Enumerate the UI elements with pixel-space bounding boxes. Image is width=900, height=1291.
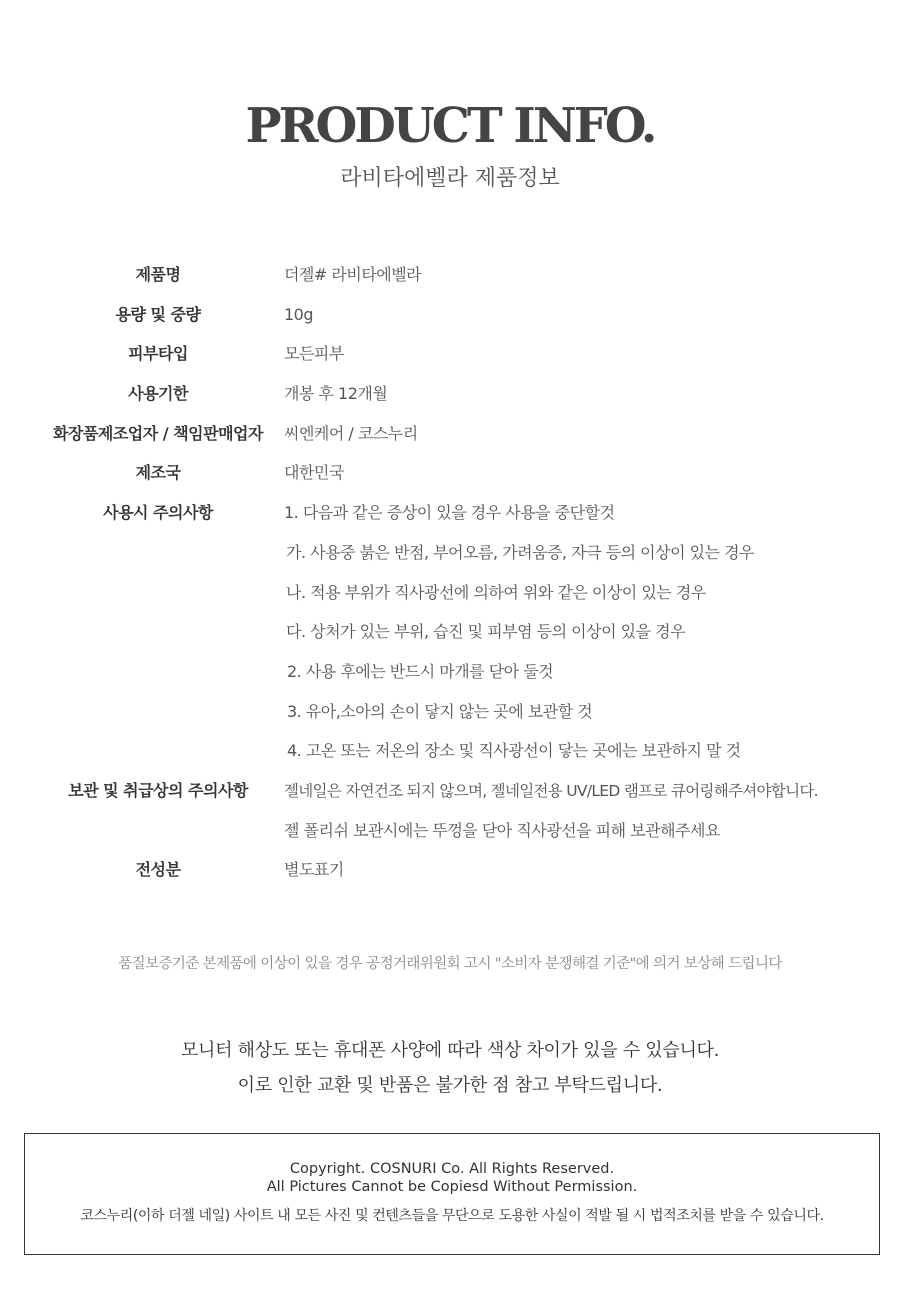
info-label: 사용시 주의사항 [103, 503, 213, 523]
info-row-storage [0, 771, 900, 811]
page-title: PRODUCT INFO. [245, 98, 655, 154]
info-value: 1. 다음과 같은 증상이 있을 경우 사용을 중단할것 [284, 503, 615, 523]
info-row-precaution-b [0, 573, 900, 613]
info-label: 제품명 [135, 265, 181, 284]
info-value: 4. 고온 또는 저온의 장소 및 직사광선이 닿는 곳에는 보관하지 말 것 [287, 741, 741, 761]
info-value: 3. 유아,소아의 손이 닿지 않는 곳에 보관할 것 [287, 701, 593, 721]
info-row-storage-2 [0, 811, 900, 851]
info-value: 개봉 후 12개월 [284, 384, 388, 404]
info-row-manufacturer [0, 414, 900, 454]
info-value: 다. 상처가 있는 부위, 습진 및 피부염 등의 이상이 있을 경우 [286, 622, 686, 642]
info-label: 화장품제조업자 / 책임판매업자 [53, 423, 263, 443]
product-info-table [0, 255, 900, 890]
info-label: 전성분 [135, 860, 181, 880]
info-label: 사용기한 [128, 384, 188, 404]
quality-notice: 품질보증기준 본제품에 이상이 있을 경우 공정거래위원회 고시 "소비자 분쟁해결 기준"에 의거 보상해 드립니다 [118, 956, 782, 972]
copyright-line3: 코스누리(이하 더젤 네일) 사이트 내 모든 사진 및 컨텐츠들을 무단으로 도용한 사실이 적발 될 시 법적조치를 받을 수 있습니다. [80, 1208, 824, 1224]
info-label: 용량 및 중량 [115, 304, 201, 324]
info-row-product-name [0, 255, 900, 295]
info-value: 씨엔케어 / 코스누리 [284, 423, 418, 443]
info-row-country [0, 453, 900, 493]
info-value: 10g [284, 304, 314, 324]
info-value: 모든피부 [284, 344, 344, 364]
info-row-precaution-c [0, 612, 900, 652]
copyright-line2: All Pictures Cannot be Copiesd Without Permission. [266, 1179, 638, 1195]
monitor-notice [0, 1033, 900, 1103]
info-row-precaution-a [0, 533, 900, 573]
page-subtitle: 라비타에벨라 제품정보 [340, 166, 560, 191]
info-label: 피부타입 [128, 344, 188, 364]
info-value: 대한민국 [284, 463, 344, 483]
info-row-precaution-2 [0, 652, 900, 692]
info-row-expiry [0, 374, 900, 414]
info-row-skin-type [0, 334, 900, 374]
info-row-precaution-3 [0, 692, 900, 732]
info-label: 보관 및 취급상의 주의사항 [68, 780, 248, 800]
info-value: 나. 적용 부위가 직사광선에 의하여 위와 같은 이상이 있는 경우 [286, 582, 706, 602]
info-value: 젤 폴리쉬 보관시에는 뚜껑을 닫아 직사광선을 피해 보관해주세요 [284, 820, 720, 840]
info-row-precautions [0, 493, 900, 533]
info-label: 제조국 [135, 463, 181, 483]
monitor-notice-line2: 이로 인한 교환 및 반품은 불가한 점 참고 부탁드립니다. [237, 1075, 663, 1096]
info-row-precaution-4 [0, 731, 900, 771]
copyright-line1: Copyright. COSNURI Co. All Rights Reserved. [289, 1161, 615, 1177]
info-value: 가. 사용중 붉은 반점, 부어오름, 가려움증, 자극 등의 이상이 있는 경우 [286, 542, 755, 562]
info-value: 젤네일은 자연건조 되지 않으며, 젤네일전용 UV/LED 램프로 큐어링해주셔야합니다. [284, 781, 818, 800]
info-value: 별도표기 [284, 860, 344, 880]
info-row-ingredients [0, 850, 900, 890]
info-value: 더젤# 라비타에벨라 [284, 265, 422, 284]
copyright-box [24, 1133, 880, 1255]
info-row-capacity [0, 295, 900, 335]
monitor-notice-line1: 모니터 해상도 또는 휴대폰 사양에 따라 색상 차이가 있을 수 있습니다. [180, 1040, 720, 1061]
info-value: 2. 사용 후에는 반드시 마개를 닫아 둘것 [287, 661, 554, 681]
